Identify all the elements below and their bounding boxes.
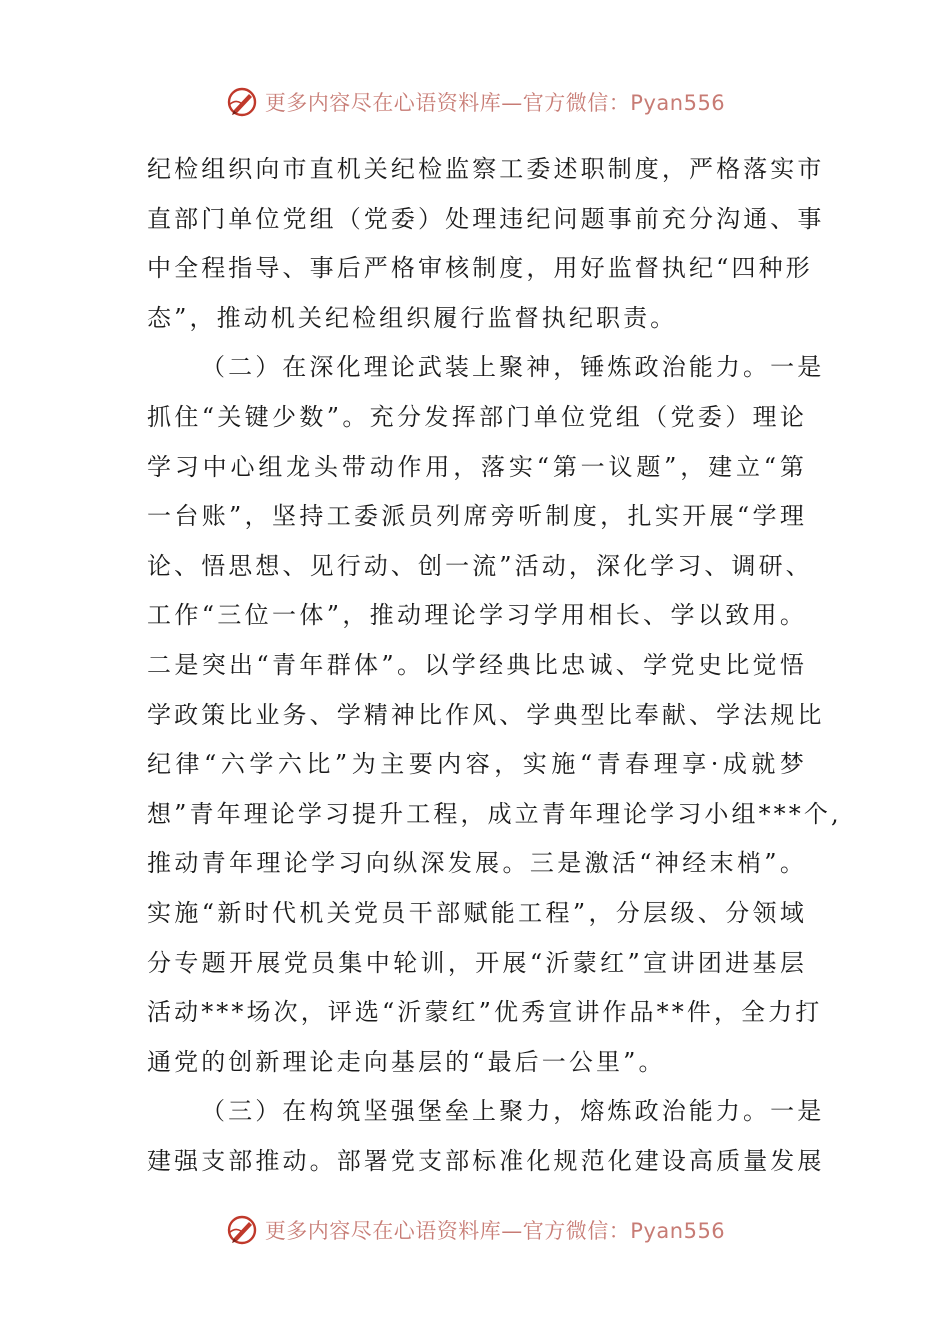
pen-logo-icon xyxy=(225,85,259,119)
document-body xyxy=(147,145,842,1186)
text-line: 抓住“关键少数”。充分发挥部门单位党组（党委）理论 xyxy=(147,402,807,431)
section-heading-line: （三）在构筑坚强堡垒上聚力，熔炼政治能力。一是 xyxy=(201,1097,825,1126)
footer-banner xyxy=(0,1210,950,1250)
text-line: 想”青年理论学习提升工程，成立青年理论学习小组***个, xyxy=(147,799,842,828)
text-line: 活动***场次，评选“沂蒙红”优秀宣讲作品**件，全力打 xyxy=(147,998,823,1027)
footer-banner-text: 更多内容尽在心语资料库—官方微信：Pyan556 xyxy=(264,1219,726,1243)
text-line: 建强支部推动。部署党支部标准化规范化建设高质量发展 xyxy=(147,1146,825,1175)
text-line: 二是突出“青年群体”。以学经典比忠诚、学党史比觉悟 xyxy=(147,650,807,679)
text-line: 纪律“六学六比”为主要内容，实施“青春理享·成就梦 xyxy=(147,750,807,779)
text-line: 实施“新时代机关党员干部赋能工程”，分层级、分领域 xyxy=(147,898,807,927)
text-line: 推动青年理论学习向纵深发展。三是激活“神经末梢”。 xyxy=(147,849,807,878)
text-line: 学习中心组龙头带动作用，落实“第一议题”，建立“第 xyxy=(147,452,807,481)
text-line: 中全程指导、事后严格审核制度，用好监督执纪“四种形 xyxy=(147,254,813,283)
text-line: 直部门单位党组（党委）处理违纪问题事前充分沟通、事 xyxy=(147,204,825,233)
header-banner-text: 更多内容尽在心语资料库—官方微信：Pyan556 xyxy=(264,91,726,115)
text-line: 一台账”，坚持工委派员列席旁听制度，扎实开展“学理 xyxy=(147,502,807,531)
header-banner xyxy=(0,82,950,122)
text-line: 通党的创新理论走向基层的“最后一公里”。 xyxy=(147,1047,666,1076)
text-line: 论、悟思想、见行动、创一流”活动，深化学习、调研、 xyxy=(147,551,813,580)
text-line: 工作“三位一体”，推动理论学习学用相长、学以致用。 xyxy=(147,601,807,630)
section-heading-line: （二）在深化理论武装上聚神，锤炼政治能力。一是 xyxy=(201,353,825,382)
pen-logo-icon xyxy=(225,1213,259,1247)
text-line: 学政策比业务、学精神比作风、学典型比奉献、学法规比 xyxy=(147,700,825,729)
text-line: 纪检组织向市直机关纪检监察工委述职制度，严格落实市 xyxy=(147,155,825,183)
text-line: 分专题开展党员集中轮训，开展“沂蒙红”宣讲团进基层 xyxy=(147,948,807,977)
text-line: 态”，推动机关纪检组织履行监督执纪职责。 xyxy=(147,303,678,332)
